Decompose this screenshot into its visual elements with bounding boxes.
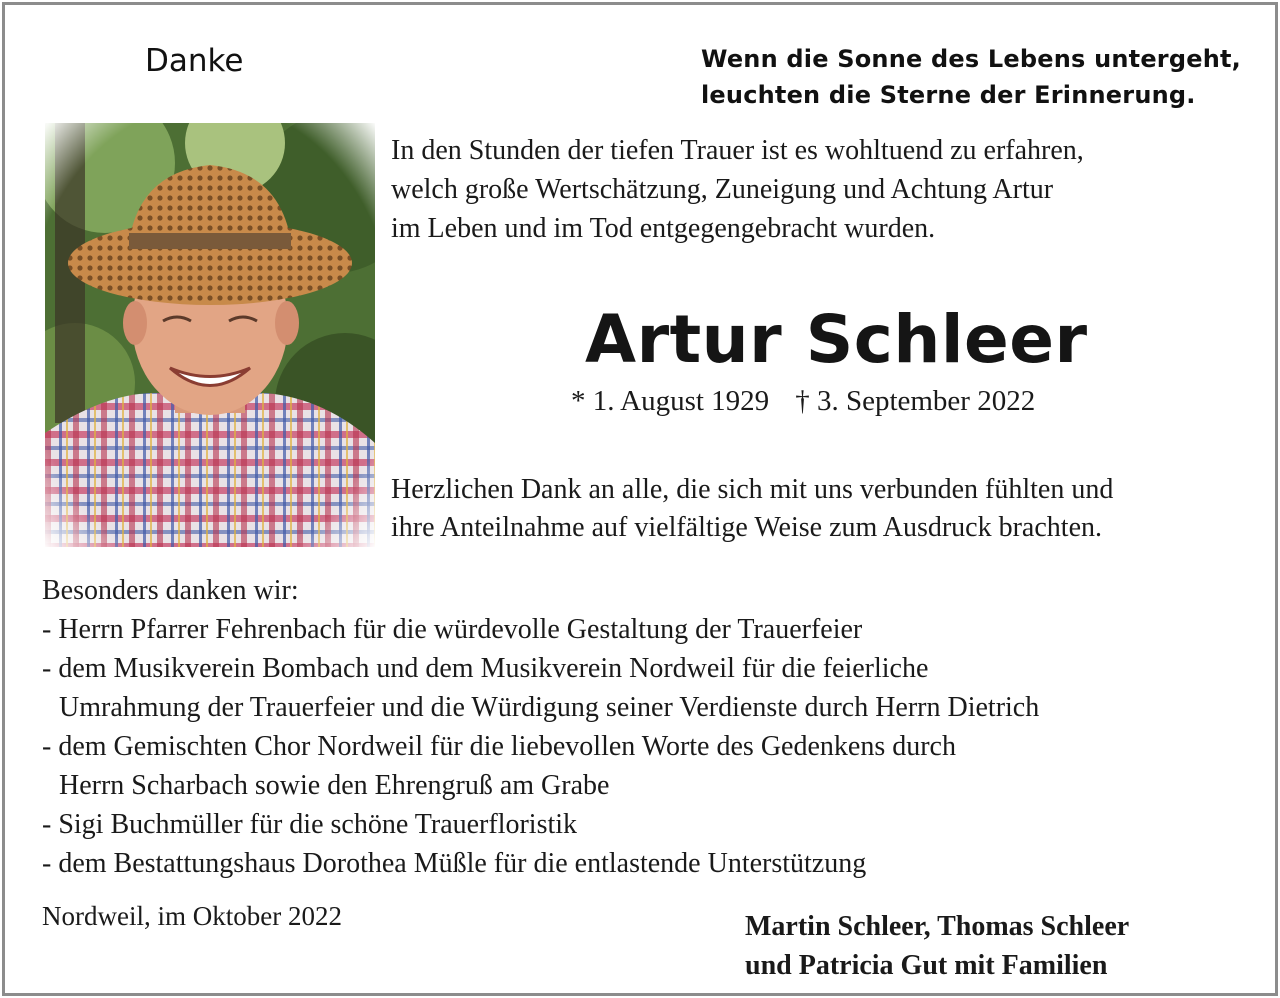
deceased-name: Artur Schleer (585, 301, 1088, 378)
birth-date: * 1. August 1929 (571, 385, 770, 417)
portrait-illustration (45, 123, 375, 547)
list-item: - Herrn Pfarrer Fehrenbach für die würdevolle Gestaltung der Trauerfeier (42, 614, 863, 645)
intro-line: In den Stunden der tiefen Trauer ist es wohltuend zu erfahren, (391, 135, 1084, 166)
list-item: - dem Musikverein Bombach und dem Musikverein Nordweil für die feierliche (42, 653, 929, 684)
list-item: - dem Gemischten Chor Nordweil für die liebevollen Worte des Gedenkens durch (42, 731, 956, 762)
list-item: - Sigi Buchmüller für die schöne Trauerfloristik (42, 809, 578, 840)
list-item-continuation: Umrahmung der Trauerfeier und die Würdigung seiner Verdienste durch Herrn Dietrich (59, 692, 1040, 723)
place-and-date: Nordweil, im Oktober 2022 (42, 901, 342, 931)
intro-line: welch große Wertschätzung, Zuneigung und Achtung Artur (391, 174, 1054, 205)
list-item-continuation: Herrn Scharbach sowie den Ehrengruß am Grabe (59, 770, 610, 801)
death-date: † 3. September 2022 (795, 385, 1036, 417)
signature (745, 907, 1129, 985)
portrait-photo (45, 123, 375, 547)
motto-line: leuchten die Sterne der Erinnerung. (701, 81, 1196, 109)
intro-line: im Leben und im Tod entgegengebracht wurden. (391, 213, 936, 244)
motto-line: Wenn die Sonne des Lebens untergeht, (701, 45, 1241, 73)
signature-line: und Patricia Gut mit Familien (745, 950, 1108, 981)
thanks-line: ihre Anteilnahme auf vielfältige Weise zum Ausdruck brachten. (391, 512, 1102, 543)
acknowledgements-intro: Besonders danken wir: (42, 575, 299, 606)
notice-heading: Danke (145, 43, 244, 79)
thanks-line: Herzlichen Dank an alle, die sich mit uns verbunden fühlten und (391, 474, 1114, 505)
acknowledgements (42, 571, 1039, 883)
thanks-text (391, 471, 1113, 547)
motto (701, 41, 1241, 113)
list-item: - dem Bestattungshaus Dorothea Müßle für die entlastende Unterstützung (42, 848, 867, 879)
intro-text (391, 131, 1084, 248)
obituary-notice (2, 2, 1278, 996)
life-dates (571, 385, 1035, 418)
signature-line: Martin Schleer, Thomas Schleer (745, 911, 1130, 942)
